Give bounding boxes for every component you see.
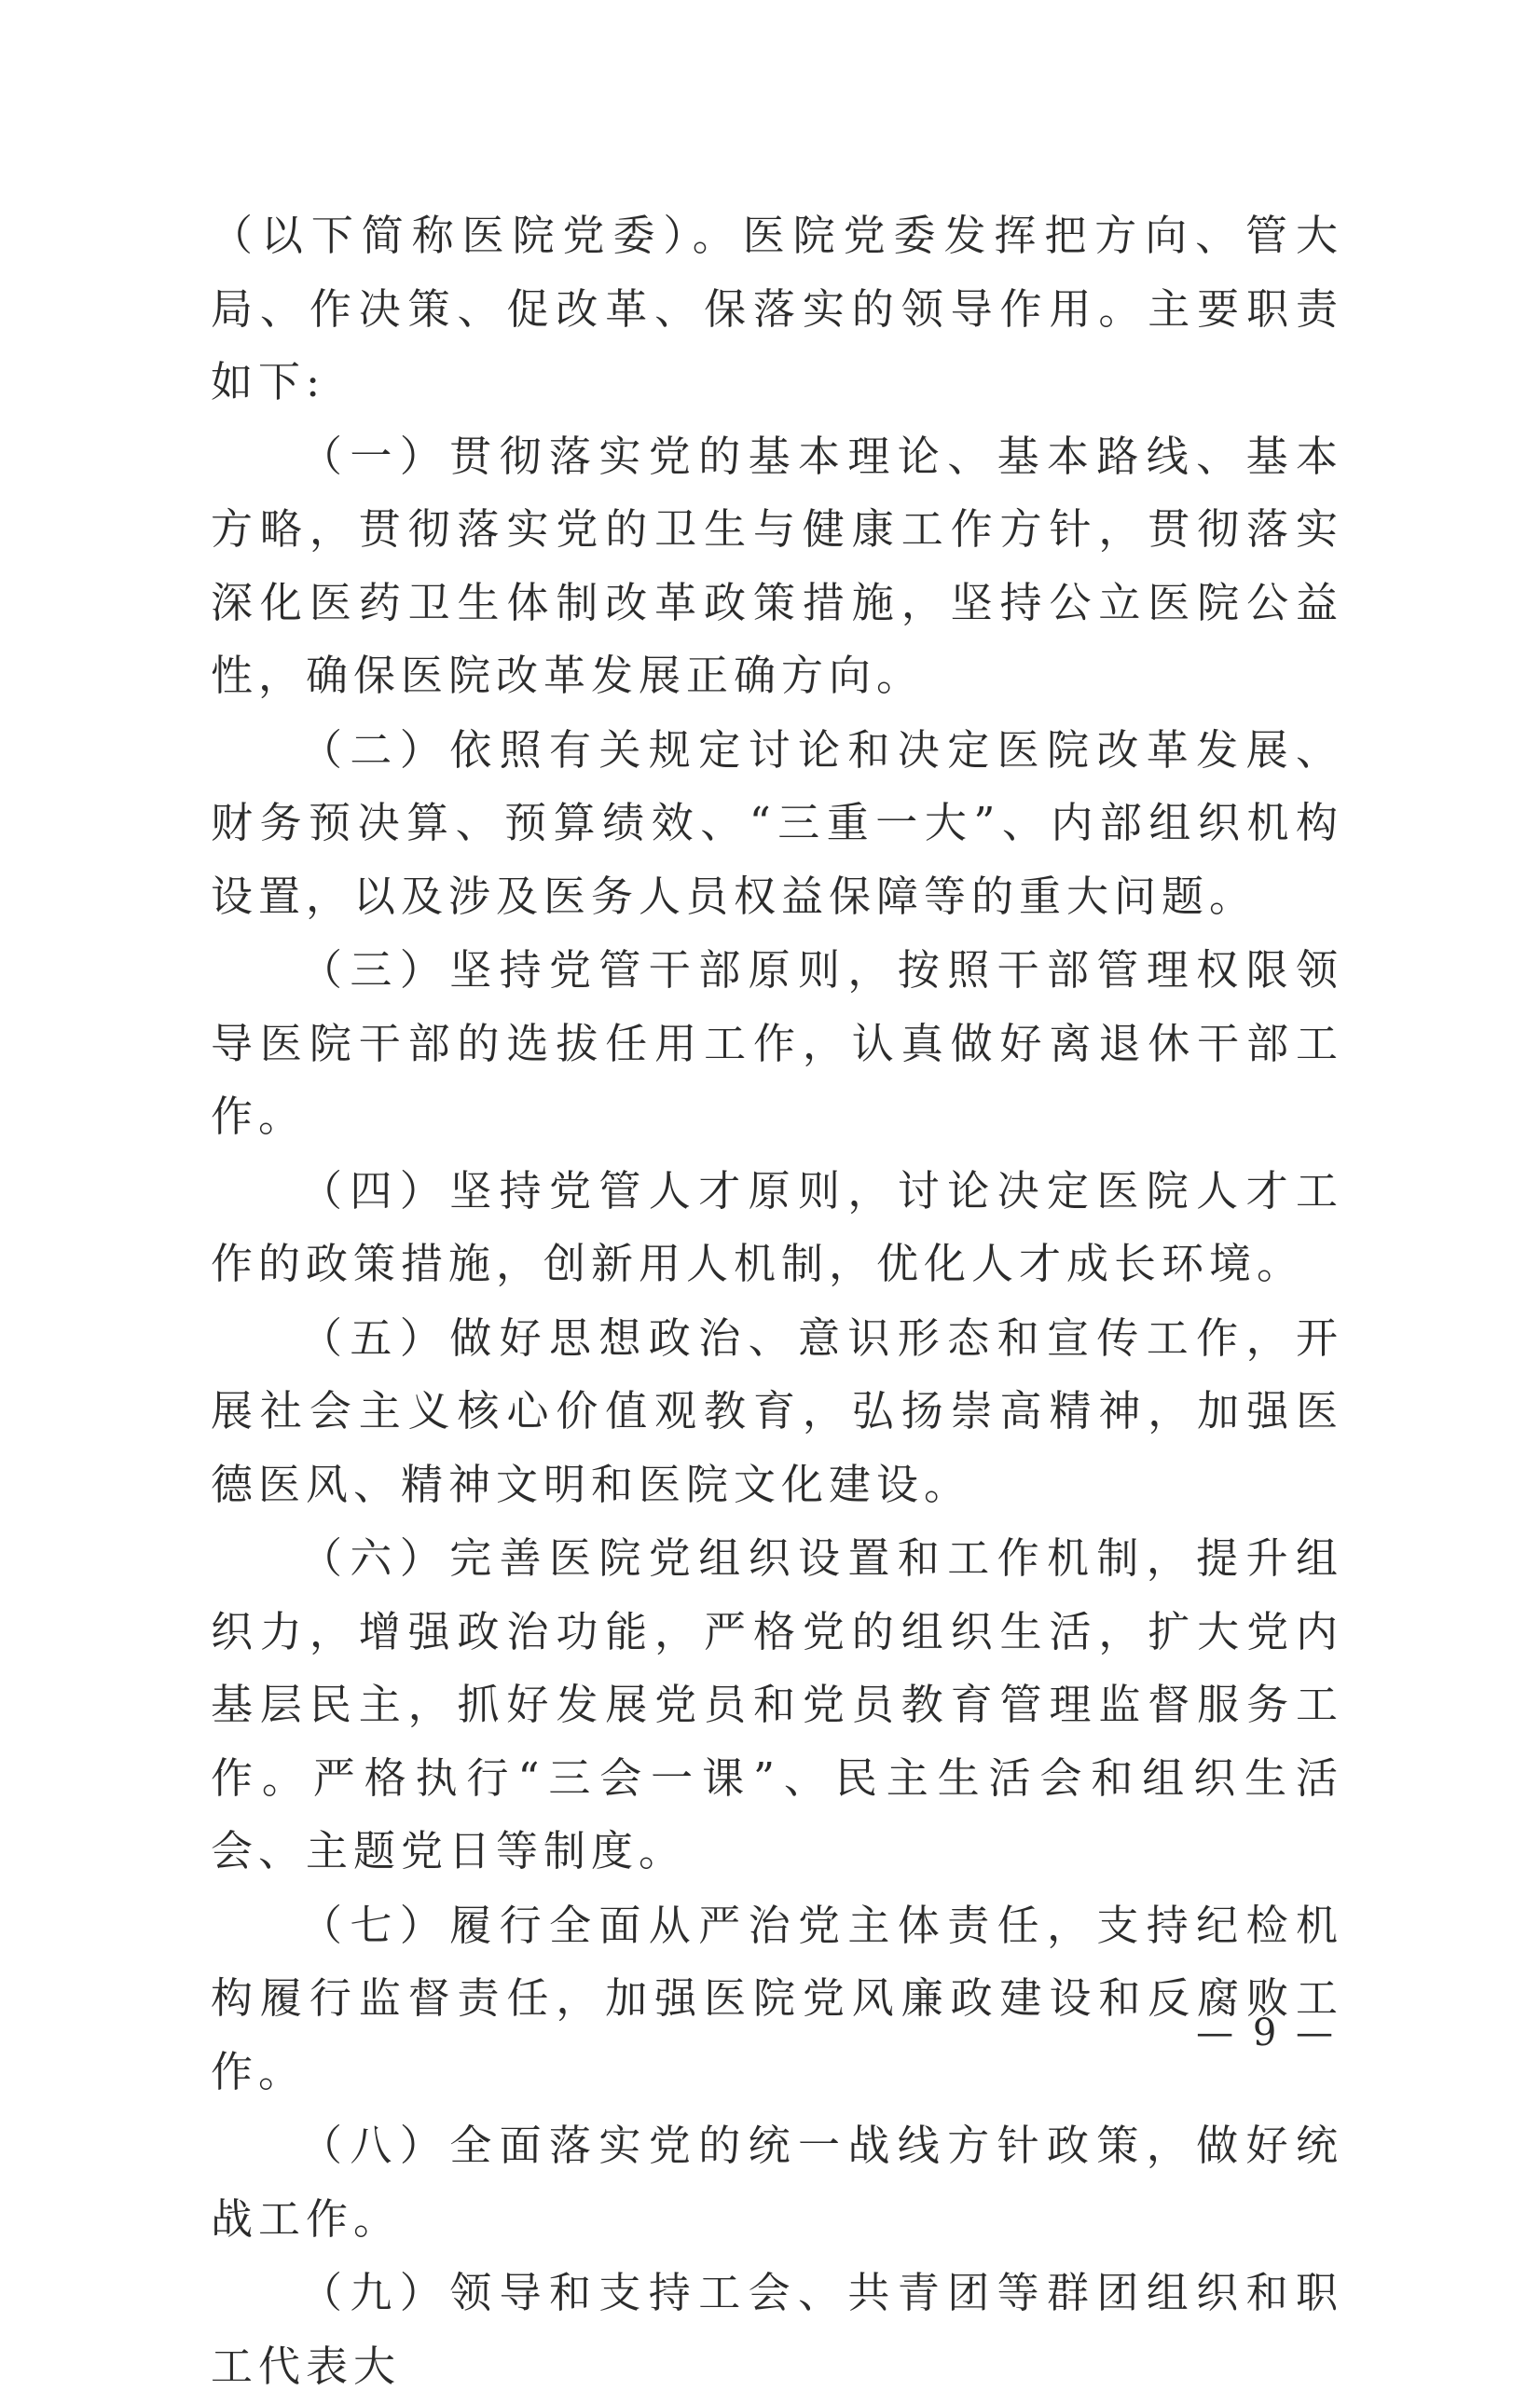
paragraph-item-5: （五）做好思想政治、意识形态和宣传工作，开展社会主义核心价值观教育，弘扬崇高精神，加强医德医风、精神文明和医院文化建设。 <box>211 1312 1343 1509</box>
paragraph-item-8: （八）全面落实党的统一战线方针政策，做好统战工作。 <box>211 2121 1343 2244</box>
paragraph-item-2: （二）依照有关规定讨论和决定医院改革发展、财务预决算、预算绩效、“三重一大”、内部组织机构设置，以及涉及医务人员权益保障等的重大问题。 <box>211 724 1343 921</box>
paragraph-item-7: （七）履行全面从严治党主体责任，支持纪检机构履行监督责任，加强医院党风廉政建设和反腐败工作。 <box>211 1900 1343 2096</box>
paragraph-item-9: （九）领导和支持工会、共青团等群团组织和职工代表大 <box>211 2268 1343 2391</box>
paragraph-item-1: （一）贯彻落实党的基本理论、基本路线、基本方略，贯彻落实党的卫生与健康工作方针，贯彻落实深化医药卫生体制改革政策措施，坚持公立医院公益性，确保医院改革发展正确方向。 <box>211 431 1343 700</box>
paragraph-item-3: （三）坚持党管干部原则，按照干部管理权限领导医院干部的选拔任用工作，认真做好离退休干部工作。 <box>211 945 1343 1141</box>
paragraph-item-4: （四）坚持党管人才原则，讨论决定医院人才工作的政策措施，创新用人机制，优化人才成长环境。 <box>211 1165 1343 1288</box>
body-text <box>211 199 1343 2404</box>
paragraph-item-6: （六）完善医院党组织设置和工作机制，提升组织力，增强政治功能，严格党的组织生活，扩大党内基层民主，抓好发展党员和党员教育管理监督服务工作。严格执行“三会一课”、民主生活会和组织生活会、主题党日等制度。 <box>211 1533 1343 1875</box>
page-number: — 9 — <box>1196 2012 1337 2054</box>
paragraph-intro: （以下简称医院党委）。医院党委发挥把方向、管大局、作决策、促改革、保落实的领导作用。主要职责如下: <box>211 211 1343 406</box>
